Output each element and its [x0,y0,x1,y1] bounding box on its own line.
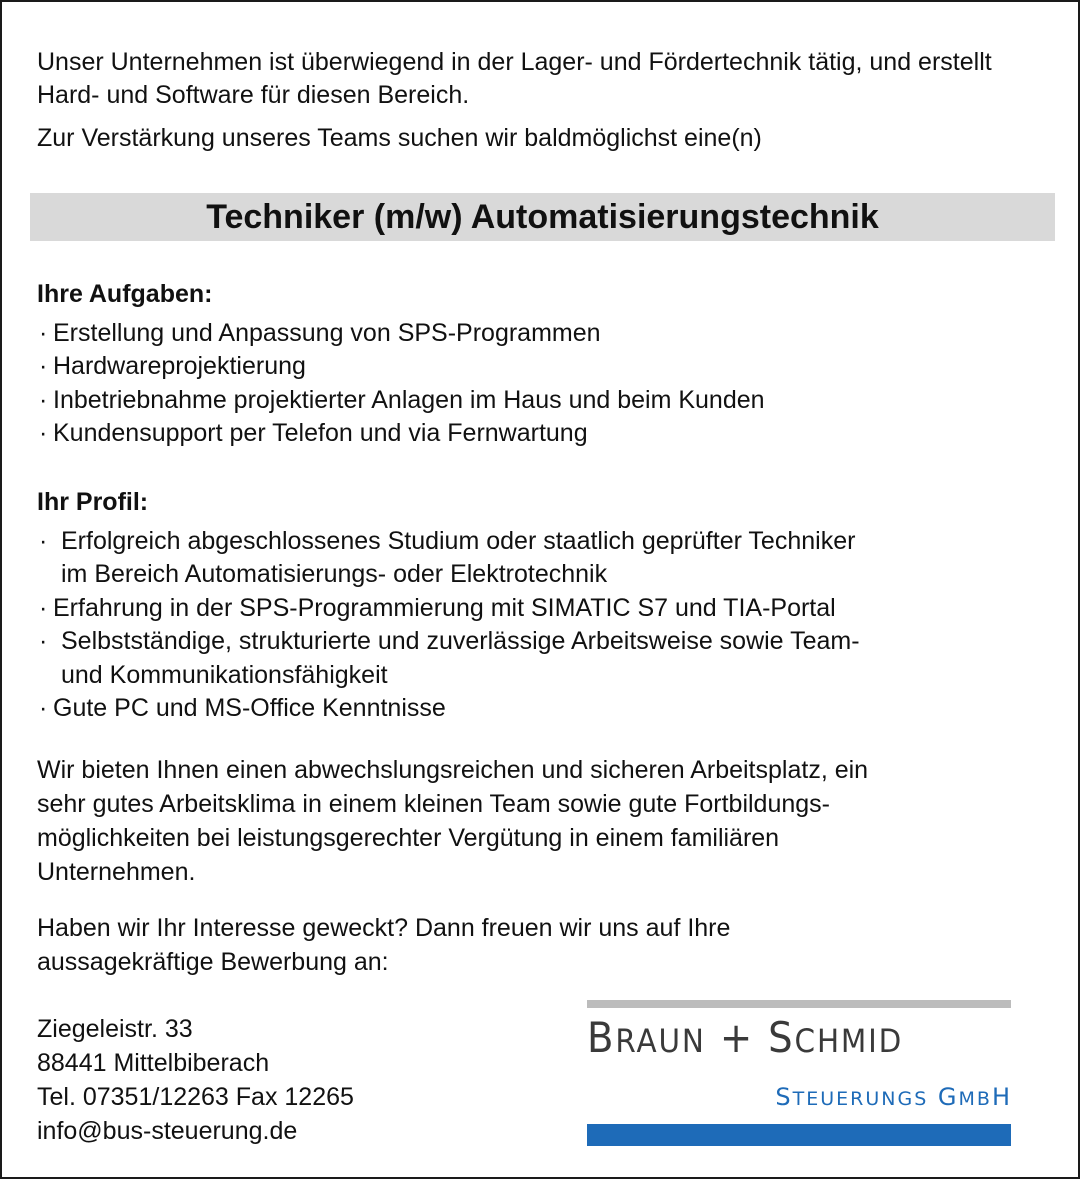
profil-list [37,525,1047,726]
list-item [37,692,1047,726]
offer-line: Unternehmen. [37,858,196,886]
cta-line: aussagekräftige Bewerbung an: [37,948,389,976]
offer-line: Wir bieten Ihnen einen abwechslungsreichen und sicheren Arbeitsplatz, ein [37,756,869,784]
list-item: · Inbetriebnahme projektierter Anlagen im Haus und beim Kunden [37,384,1047,418]
list-item-line: · Gute PC und MS-Office Kenntnisse [53,694,446,722]
list-item [37,525,1047,592]
logo-bottom-bar [587,1124,1011,1146]
job-title: Techniker (m/w) Automatisierungstechnik [206,198,879,236]
logo-top-line [587,1000,1011,1008]
offer-paragraph [37,753,1037,889]
logo-sub-text [775,1082,1012,1112]
logo-letter: H [991,1083,1012,1111]
offer-line: möglichkeiten bei leistungsgerechter Vergütung in einem familiären [37,824,780,852]
list-item-line: · Erfahrung in der SPS-Programmierung mit SIMATIC S7 und TIA-Portal [53,593,836,622]
address-email[interactable]: info@bus-steuerung.de [37,1117,298,1145]
cta-paragraph [37,911,1037,979]
profil-heading: Ihr Profil: [37,488,149,516]
logo-main-text [587,1014,977,1062]
list-item [37,592,1047,626]
logo-letters: MB [958,1088,992,1110]
company-logo [587,1000,1012,1148]
list-item-line: im Bereich Automatisierungs- oder Elektrotechnik [61,560,608,588]
address-block [37,1012,517,1148]
list-item [37,625,1047,692]
list-item: · Erstellung und Anpassung von SPS-Programmen [37,317,1047,351]
cta-line: Haben wir Ihr Interesse geweckt? Dann freuen wir uns auf Ihre [37,914,731,942]
logo-letters: TEUERUNGS [792,1088,929,1110]
profil-section [37,486,1047,726]
logo-letter: S [775,1083,793,1111]
intro-text-2: Zur Verstärkung unseres Teams suchen wir baldmöglichst eine(n) [37,124,762,152]
address-phone: Tel. 07351/12263 Fax 12265 [37,1083,354,1111]
list-item-line: · Selbstständige, strukturierte und zuverlässige Arbeitsweise sowie Team- [61,627,860,655]
offer-line: sehr gutes Arbeitsklima in einem kleinen Team sowie gute Fortbildungs- [37,790,830,818]
logo-letter: S [768,1013,795,1062]
intro-text-1: Unser Unternehmen ist überwiegend in der Lager- und Fördertechnik tätig, und erstellt Hard- und Software für diesen Bereich. [37,48,992,109]
aufgaben-heading: Ihre Aufgaben: [37,280,213,308]
logo-letter: G [937,1083,959,1111]
aufgaben-list [37,317,1047,451]
list-item: · Hardwareprojektierung [37,350,1047,384]
logo-plus: + [705,1013,769,1062]
intro [37,46,1047,155]
list-item: · Kundensupport per Telefon und via Fernwartung [37,417,1047,451]
logo-letter: B [587,1013,616,1062]
list-item-line: · Erfolgreich abgeschlossenes Studium oder staatlich geprüfter Techniker [61,526,856,555]
logo-space [928,1083,938,1111]
aufgaben-section [37,278,1047,451]
logo-letters: CHMID [794,1022,904,1060]
list-item-line: und Kommunikationsfähigkeit [61,660,388,689]
address-city: 88441 Mittelbiberach [37,1049,270,1077]
address-street: Ziegeleistr. 33 [37,1015,193,1043]
logo-letters: RAUN [615,1022,706,1060]
